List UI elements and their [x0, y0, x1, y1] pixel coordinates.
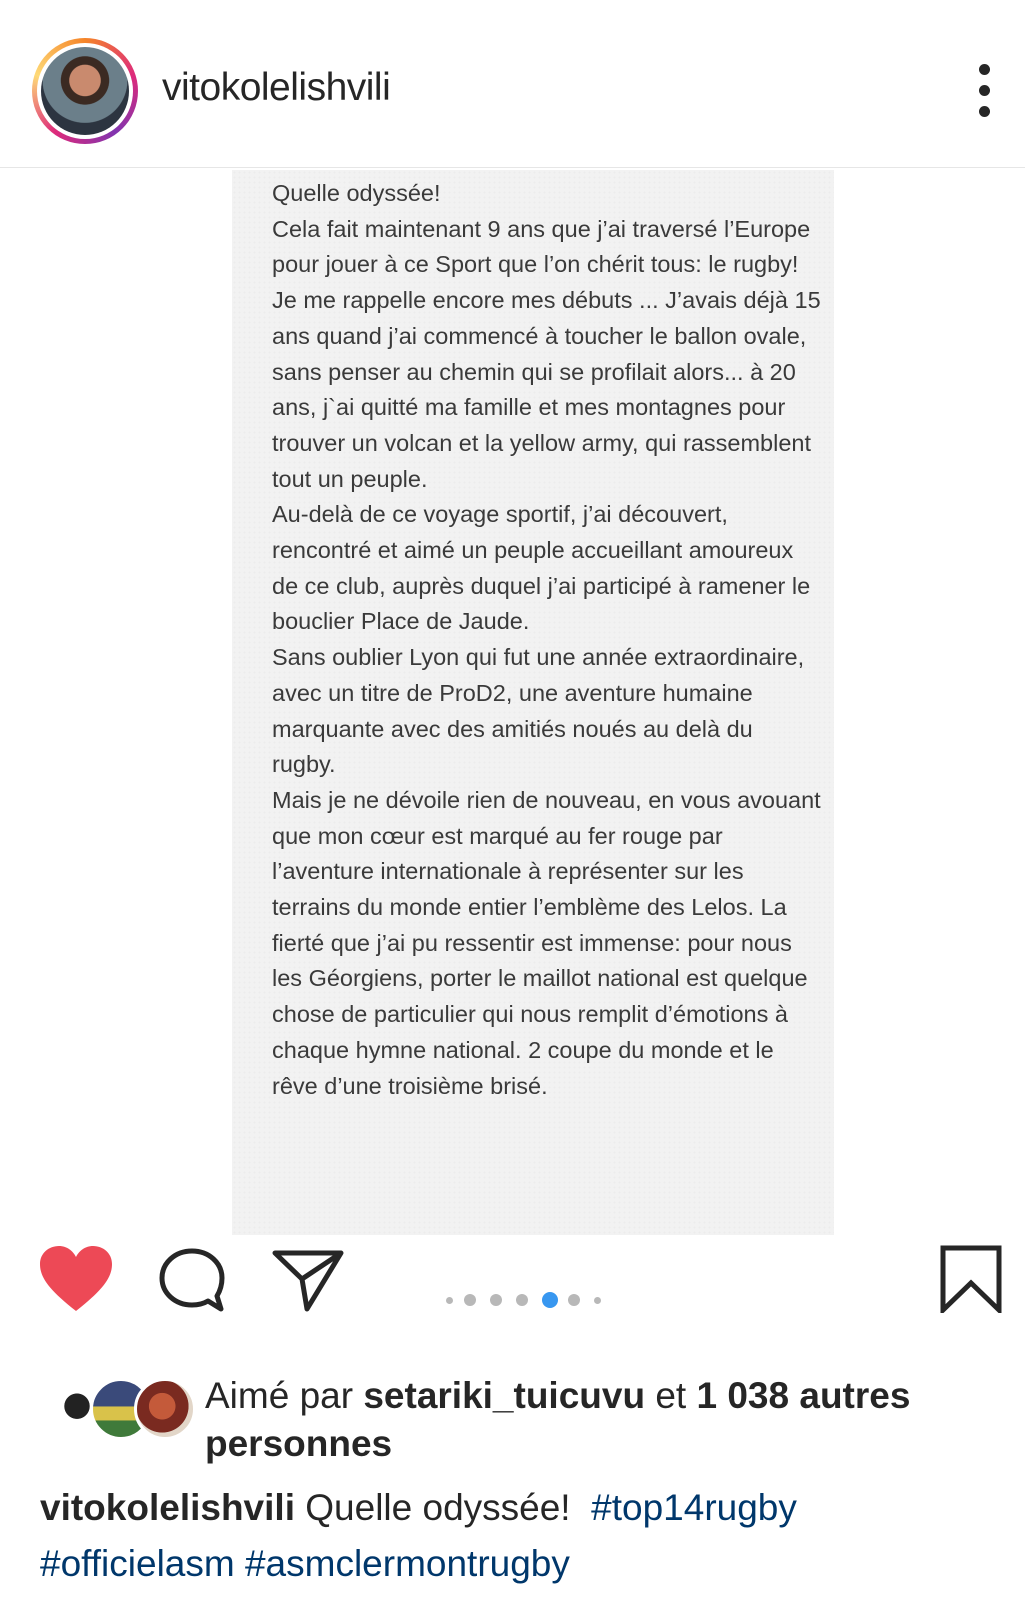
header-username[interactable]: vitokolelishvili	[162, 66, 391, 109]
post-caption	[40, 1480, 1000, 1592]
carousel-dot	[446, 1297, 453, 1304]
carousel-dot-active	[542, 1292, 558, 1308]
post-image-text: Quelle odyssée! Cela fait maintenant 9 ans que j’ai traversé l’Europe pour jouer à ce Sport que l’on chérit tous: le rugby! Je me rappelle encore mes débuts ... J’avais déjà 15 ans quand j’ai commencé à toucher le ballon ovale, sans penser au chemin qui se profilait alors... à 20 ans, j`ai quitté ma famille et mes montagnes pour trouver un volcan et la yellow army, qui rassemblent tout un peuple. Au-delà de ce voyage sportif, j’ai découvert, rencontré et aimé un peuple accueillant amoureux de ce club, auprès duquel j’ai participé à ramener le bouclier Place de Jaude. Sans oublier Lyon qui fut une année extraordinaire, avec un titre de ProD2, une aventure humaine marquante avec des amitiés noués au delà du rugby. Mais je ne dévoile rien de nouveau, en vous avouant que mon cœur est marqué au fer rouge par l’aventure internationale à représenter sur les terrains du monde entier l’emblème des Lelos. La fierté que j’ai pu ressentir est immense: pour nous les Géorgiens, porter le maillot national est quelque chose de particulier qui nous remplit d’émotions à chaque hymne national. 2 coupe du monde et le rêve d’une troisième brisé.	[272, 180, 821, 1099]
carousel-dot	[490, 1294, 502, 1306]
post-header	[0, 0, 1025, 168]
likes-middle: et	[645, 1375, 697, 1416]
likes-summary[interactable]	[205, 1372, 1005, 1468]
liker-avatar[interactable]	[134, 1378, 196, 1440]
like-heart-icon[interactable]	[38, 1245, 114, 1313]
hashtag[interactable]: #asmclermontrugby	[244, 1543, 570, 1584]
liker-avatars[interactable]	[46, 1378, 206, 1440]
hashtag[interactable]: #top14rugby	[591, 1487, 797, 1528]
profile-avatar[interactable]	[41, 47, 129, 135]
share-direct-icon[interactable]	[272, 1249, 344, 1313]
carousel-dot	[464, 1294, 476, 1306]
carousel-dot	[568, 1294, 580, 1306]
liker-username[interactable]: setariki_tuicuvu	[363, 1375, 646, 1416]
comment-icon[interactable]	[158, 1247, 226, 1313]
more-options-icon[interactable]	[976, 64, 992, 124]
hashtag[interactable]: #officielasm	[40, 1543, 235, 1584]
carousel-dot	[594, 1297, 601, 1304]
caption-username[interactable]: vitokolelishvili	[40, 1487, 295, 1528]
action-bar	[0, 1245, 1025, 1335]
save-bookmark-icon[interactable]	[940, 1245, 1002, 1313]
carousel-indicator	[446, 1292, 626, 1308]
post-image[interactable]	[232, 170, 834, 1235]
likes-count[interactable]: 1 038 autres personnes	[205, 1375, 911, 1464]
caption-text: Quelle odyssée!	[294, 1487, 592, 1528]
likes-prefix: Aimé par	[205, 1375, 364, 1416]
carousel-dot	[516, 1294, 528, 1306]
story-ring[interactable]	[32, 38, 138, 144]
